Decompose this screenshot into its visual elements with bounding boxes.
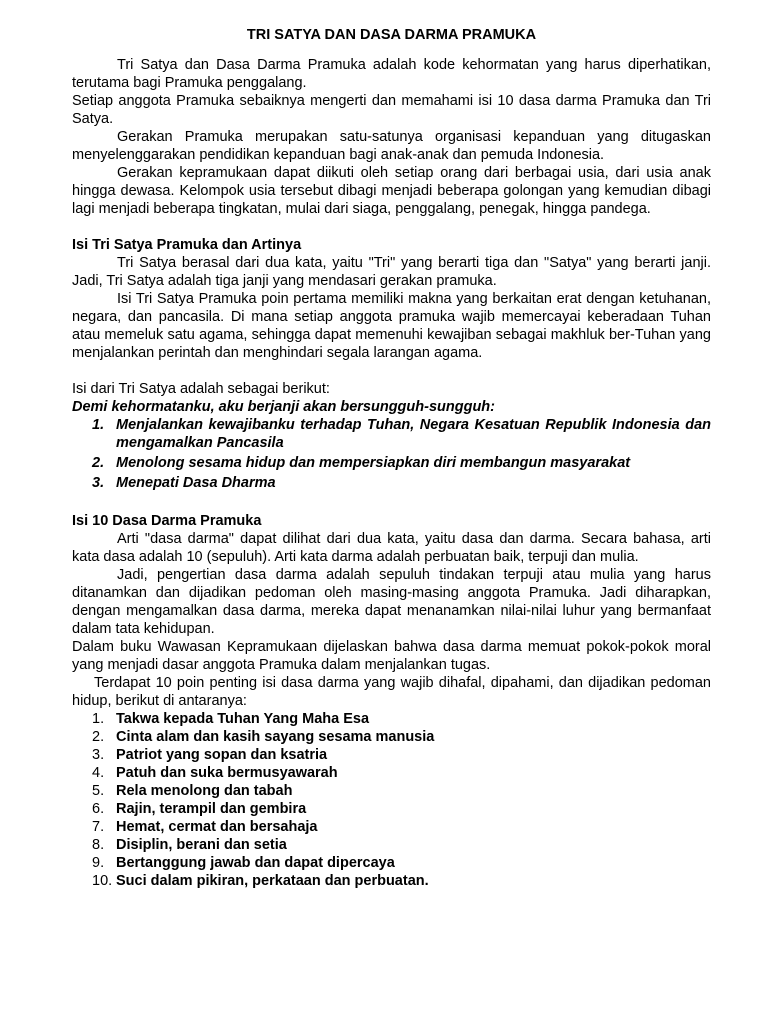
list-item: 3. Patriot yang sopan dan ksatria xyxy=(92,747,328,763)
dasa-darma-heading: Isi 10 Dasa Darma Pramuka xyxy=(72,513,262,529)
document-title: TRI SATYA DAN DASA DARMA PRAMUKA xyxy=(246,27,537,43)
document-page xyxy=(72,26,711,890)
dasa-darma-list xyxy=(72,710,711,890)
dasa-darma-paragraph-1: Arti "dasa darma" dapat dilihat dari dua kata, yaitu dasa dan darma. Secara bahasa, arti kata dasa adalah 10 (sepuluh). Arti kata darma adalah perbuatan baik, terpuji dan mulia. xyxy=(72,531,711,565)
intro-paragraph-4: Gerakan kepramukaan dapat diikuti oleh setiap orang dari berbagai usia, dari usia anak hingga dewasa. Kelompok usia tersebut dibagi menjadi beberapa golongan yang kemudian dibagi lagi menjadi beberapa tingkatan, mulai dari siaga, penggalang, penegak, hingga pandega. xyxy=(72,165,711,217)
list-item: 3. Menepati Dasa Dharma xyxy=(92,475,276,491)
list-item: 2. Menolong sesama hidup dan mempersiapkan diri membangun masyarakat xyxy=(92,455,631,471)
dasa-darma-paragraph-4: Terdapat 10 poin penting isi dasa darma yang wajib dihafal, dipahami, dan dijadikan pedoman hidup, berikut di antaranya: xyxy=(72,675,711,709)
tri-satya-list-intro: Isi dari Tri Satya adalah sebagai berikut: xyxy=(72,381,330,397)
list-item: 5. Rela menolong dan tabah xyxy=(92,783,293,799)
list-item: 2. Cinta alam dan kasih sayang sesama manusia xyxy=(92,729,435,745)
intro-paragraph-1: Tri Satya dan Dasa Darma Pramuka adalah kode kehormatan yang harus diperhatikan, terutama bagi Pramuka penggalang. xyxy=(72,57,711,91)
list-item: 7. Hemat, cermat dan bersahaja xyxy=(92,819,318,835)
list-item: 1. Menjalankan kewajibanku terhadap Tuhan, Negara Kesatuan Republik Indonesia dan mengamalkan Pancasila xyxy=(92,417,711,451)
list-item: 4. Patuh dan suka bermusyawarah xyxy=(92,765,338,781)
intro-paragraph-3: Gerakan Pramuka merupakan satu-satunya organisasi kepanduan yang ditugaskan menyelenggarakan pendidikan kepanduan bagi anak-anak dan pemuda Indonesia. xyxy=(72,129,711,163)
list-item: 9. Bertanggung jawab dan dapat dipercaya xyxy=(92,855,395,871)
tri-satya-list xyxy=(72,416,711,492)
tri-satya-oath: Demi kehormatanku, aku berjanji akan bersungguh-sungguh: xyxy=(72,399,495,415)
list-item: 8. Disiplin, berani dan setia xyxy=(92,837,287,853)
tri-satya-paragraph-2: Isi Tri Satya Pramuka poin pertama memiliki makna yang berkaitan erat dengan ketuhanan, negara, dan pancasila. Di mana setiap anggota pramuka wajib memercayai keberadaan Tuhan atau memeluk satu agama, sehingga dapat memenuhi kewajiban sebagai makhluk ber-Tuhan yang menjalankan perintah dan menghindari segala larangan agama. xyxy=(72,291,711,361)
dasa-darma-paragraph-2: Jadi, pengertian dasa darma adalah sepuluh tindakan terpuji atau mulia yang harus ditanamkan dan dijadikan pedoman oleh masing-masing anggota Pramuka. Jadi diharapkan, dengan mengamalkan dasa darma, mereka dapat menanamkan nilai-nilai luhur yang bermanfaat dalam tata kehidupan. xyxy=(72,567,711,637)
list-item: 1. Takwa kepada Tuhan Yang Maha Esa xyxy=(92,711,370,727)
dasa-darma-paragraph-3: Dalam buku Wawasan Kepramukaan dijelaskan bahwa dasa darma memuat pokok-pokok moral yang menjadi dasar anggota Pramuka dalam menjalankan tugas. xyxy=(72,639,711,673)
intro-paragraph-2: Setiap anggota Pramuka sebaiknya mengerti dan memahami isi 10 dasa darma Pramuka dan Tri Satya. xyxy=(72,93,711,127)
tri-satya-paragraph-1: Tri Satya berasal dari dua kata, yaitu "Tri" yang berarti tiga dan "Satya" yang berarti janji. Jadi, Tri Satya adalah tiga janji yang mendasari gerakan pramuka. xyxy=(72,255,711,289)
tri-satya-heading: Isi Tri Satya Pramuka dan Artinya xyxy=(72,237,302,253)
list-item: 6. Rajin, terampil dan gembira xyxy=(92,801,307,817)
list-item: 10. Suci dalam pikiran, perkataan dan perbuatan. xyxy=(92,873,429,889)
